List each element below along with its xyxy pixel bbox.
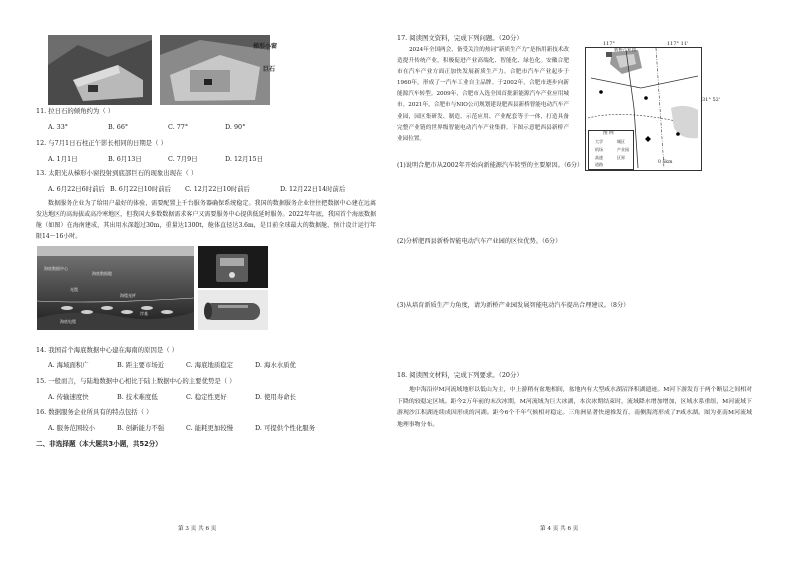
hefei-location-map	[585, 47, 702, 171]
q12-opt-c: C. 7月9日	[168, 155, 198, 163]
map-scale-bar: 0 5km	[658, 160, 673, 165]
q16-opt-d: D. 可提供个性化服务	[255, 424, 316, 432]
legend-road: 道路	[595, 162, 603, 167]
stone-photo-left	[48, 35, 152, 105]
q12-stem: 12. 与7月1日石柱正午影长相同的日期是（ ）	[36, 139, 167, 147]
q12-opt-d: D. 12月15日	[225, 155, 264, 163]
map-lon-117: 117°	[603, 41, 616, 47]
datacenter-cabin-photo	[198, 246, 268, 288]
q15-opt-c: C. 稳定性更好	[186, 393, 227, 401]
q14-opt-c: C. 海底地质稳定	[186, 361, 234, 369]
fig-label-1: 海底数据中心	[44, 266, 68, 271]
q13-stem: 13. 太阳光从梯形小窗投射到底部巨石的现象出现在（ ）	[36, 169, 198, 177]
q13-opt-b: B. 6月22日10时前后	[110, 185, 172, 193]
q14-opt-d: D. 海水水质优	[255, 361, 296, 369]
data-center-passage: 数据服务企业为了给用户最好的体验，需要配置上千台服务器确保系统稳定。我国的数据服务企业往往把数据中心建在远离发达地区的高海拔或高冷寒地区，但我国大多数数据需求客户又需要服务中心提供低延时服务。2022年年底，我国首个海底数据舱（如图）在海南建成，其出用水深超过30m，重量达1300t，舱体直径达3.6m，是目前全球最大的数据舱，预计设计运行年限14～16小时。	[36, 200, 376, 240]
q17-sub2: (2)分析肥西县新桥智能电动汽车产业园的区位优势。（6分）	[397, 238, 562, 245]
q17-title: 17. 阅读图文资料，完成下列问题。（20分）	[397, 34, 523, 42]
q13-opt-c: C. 12月22日10时前后	[185, 185, 251, 193]
datacenter-cylinder-photo	[198, 290, 268, 330]
fig-label-5: 海底电缆	[60, 319, 76, 324]
q15-opt-a: A. 传输速度快	[48, 393, 89, 401]
q14-opt-b: B. 距主要市场近	[117, 361, 165, 369]
legend-boundary: 区界	[617, 155, 625, 160]
page-footer-right: 第 4 页 共 6 页	[540, 526, 579, 532]
q17-passage: 2024年全国两会，备受关注的热词“新质生产力”是指用新技术改造提升传统产业，积极促进产业高端化、智能化、绿色化。安徽合肥市在汽车产业方面正加快发展新质生产力。合肥市汽车产业起步于1960年，形成了一汽车工业自主品牌。于2002年，合肥市逐步向新能源汽车转型。2009年，合肥市入选全国首批新能源汽车产业应用城市。2021年，合肥市与NIO公司规划建设肥西县新桥智能电动汽车产业园，园区集研发、制造、示范应用、产业配套等于一体，打造具备完整产业链的世界级智能电动汽车产业集群。下图示意肥西县新桥产业园位置。	[397, 47, 569, 142]
legend-urban: 城区	[617, 139, 625, 144]
fig-label-2: 海底数据舱	[92, 271, 112, 276]
q17-sub3: (3)从培育新质生产力角度，请为新桥产业园发展智能电动汽车提出合理建议。（8分）	[397, 302, 630, 309]
q15-opt-b: B. 技术难度低	[117, 393, 158, 401]
map-legend	[588, 130, 634, 170]
legend-industrial-park: 产业园	[617, 147, 629, 152]
page-footer-left: 第 3 页 共 6 页	[178, 526, 217, 532]
q18-title: 18. 阅读图文材料，完成下列要求。（20分）	[397, 371, 523, 379]
fig-label-4: 海缆光纤	[120, 293, 136, 298]
q14-opt-a: A. 海域面积广	[48, 361, 89, 369]
label-boulder: 巨石	[263, 66, 276, 73]
map-legend-title: 图 例	[603, 131, 614, 136]
map-park-label: 新桥产业园	[614, 48, 636, 53]
q17-sub1: (1)说明合肥市从2002年开始向新能源汽车转型的主要原因。（6分）	[397, 162, 584, 169]
map-lon-117-11: 117° 11'	[667, 41, 689, 47]
legend-airport: 机场	[595, 147, 603, 152]
fig-label-3: 光缆	[70, 287, 78, 292]
q11-opt-d: D. 90°	[225, 123, 246, 131]
q11-opt-b: B. 66°	[108, 123, 129, 131]
fig-label-6: 岸基	[140, 311, 148, 316]
legend-highway: 高速	[595, 155, 603, 160]
q16-opt-a: A. 服务范围较小	[48, 424, 96, 432]
q11-opt-c: C. 77°	[168, 123, 189, 131]
q13-opt-d: D. 12月22日14时前后	[280, 185, 346, 193]
q14-stem: 14. 我国首个海底数据中心建在海南的原因是（ ）	[36, 346, 179, 354]
q12-opt-b: B. 6月13日	[108, 155, 142, 163]
q13-opt-a: A. 6月22日6时前后	[48, 185, 105, 193]
q11-opt-a: A. 33°	[48, 123, 69, 131]
q15-opt-d: D. 使用寿命长	[255, 393, 296, 401]
label-trapezoid-window: 梯形小窗	[253, 43, 278, 50]
q16-stem: 16. 数据服务企业所具有的特点包括（ ）	[36, 408, 153, 416]
q16-opt-b: B. 创新能力不强	[117, 424, 165, 432]
q12-opt-a: A. 1月1日	[48, 155, 78, 163]
section-heading-nonchoice: 二、非选择题（本大题共3小题，共52分）	[36, 440, 162, 448]
legend-university: 大学	[595, 139, 603, 144]
q11-stem: 11. 拉日石的倾角约为（ ）	[36, 107, 115, 115]
q16-opt-c: C. 能耗更加较慢	[186, 424, 234, 432]
map-lat-31-52: 31° 52'	[702, 97, 721, 103]
q15-stem: 15. 一般而言，与陆地数据中心相比于陆上数据中心的主要优势是（ ）	[36, 377, 236, 385]
q18-passage: 地中海沿岸M河流域地形以低山为主，中上游稍有盆地相间，盆地内有大型咸水湖沼泽积湖遗迹。M河下游发育于两个断层之间相对下降的较稳定区域。距今2万年前的末次冰期，M河流域为巨大冰湖，本次冰期结束时，流域降水增加增加，区域水系重组，M河流域下游现沙江积湖连续成因形成的河湖。距今6个千年气候相对稳定。三角洲显著快速推发育，南侧海湾形成了F咸水湖。图为亚南M河流域地理事物分布。	[397, 387, 752, 428]
